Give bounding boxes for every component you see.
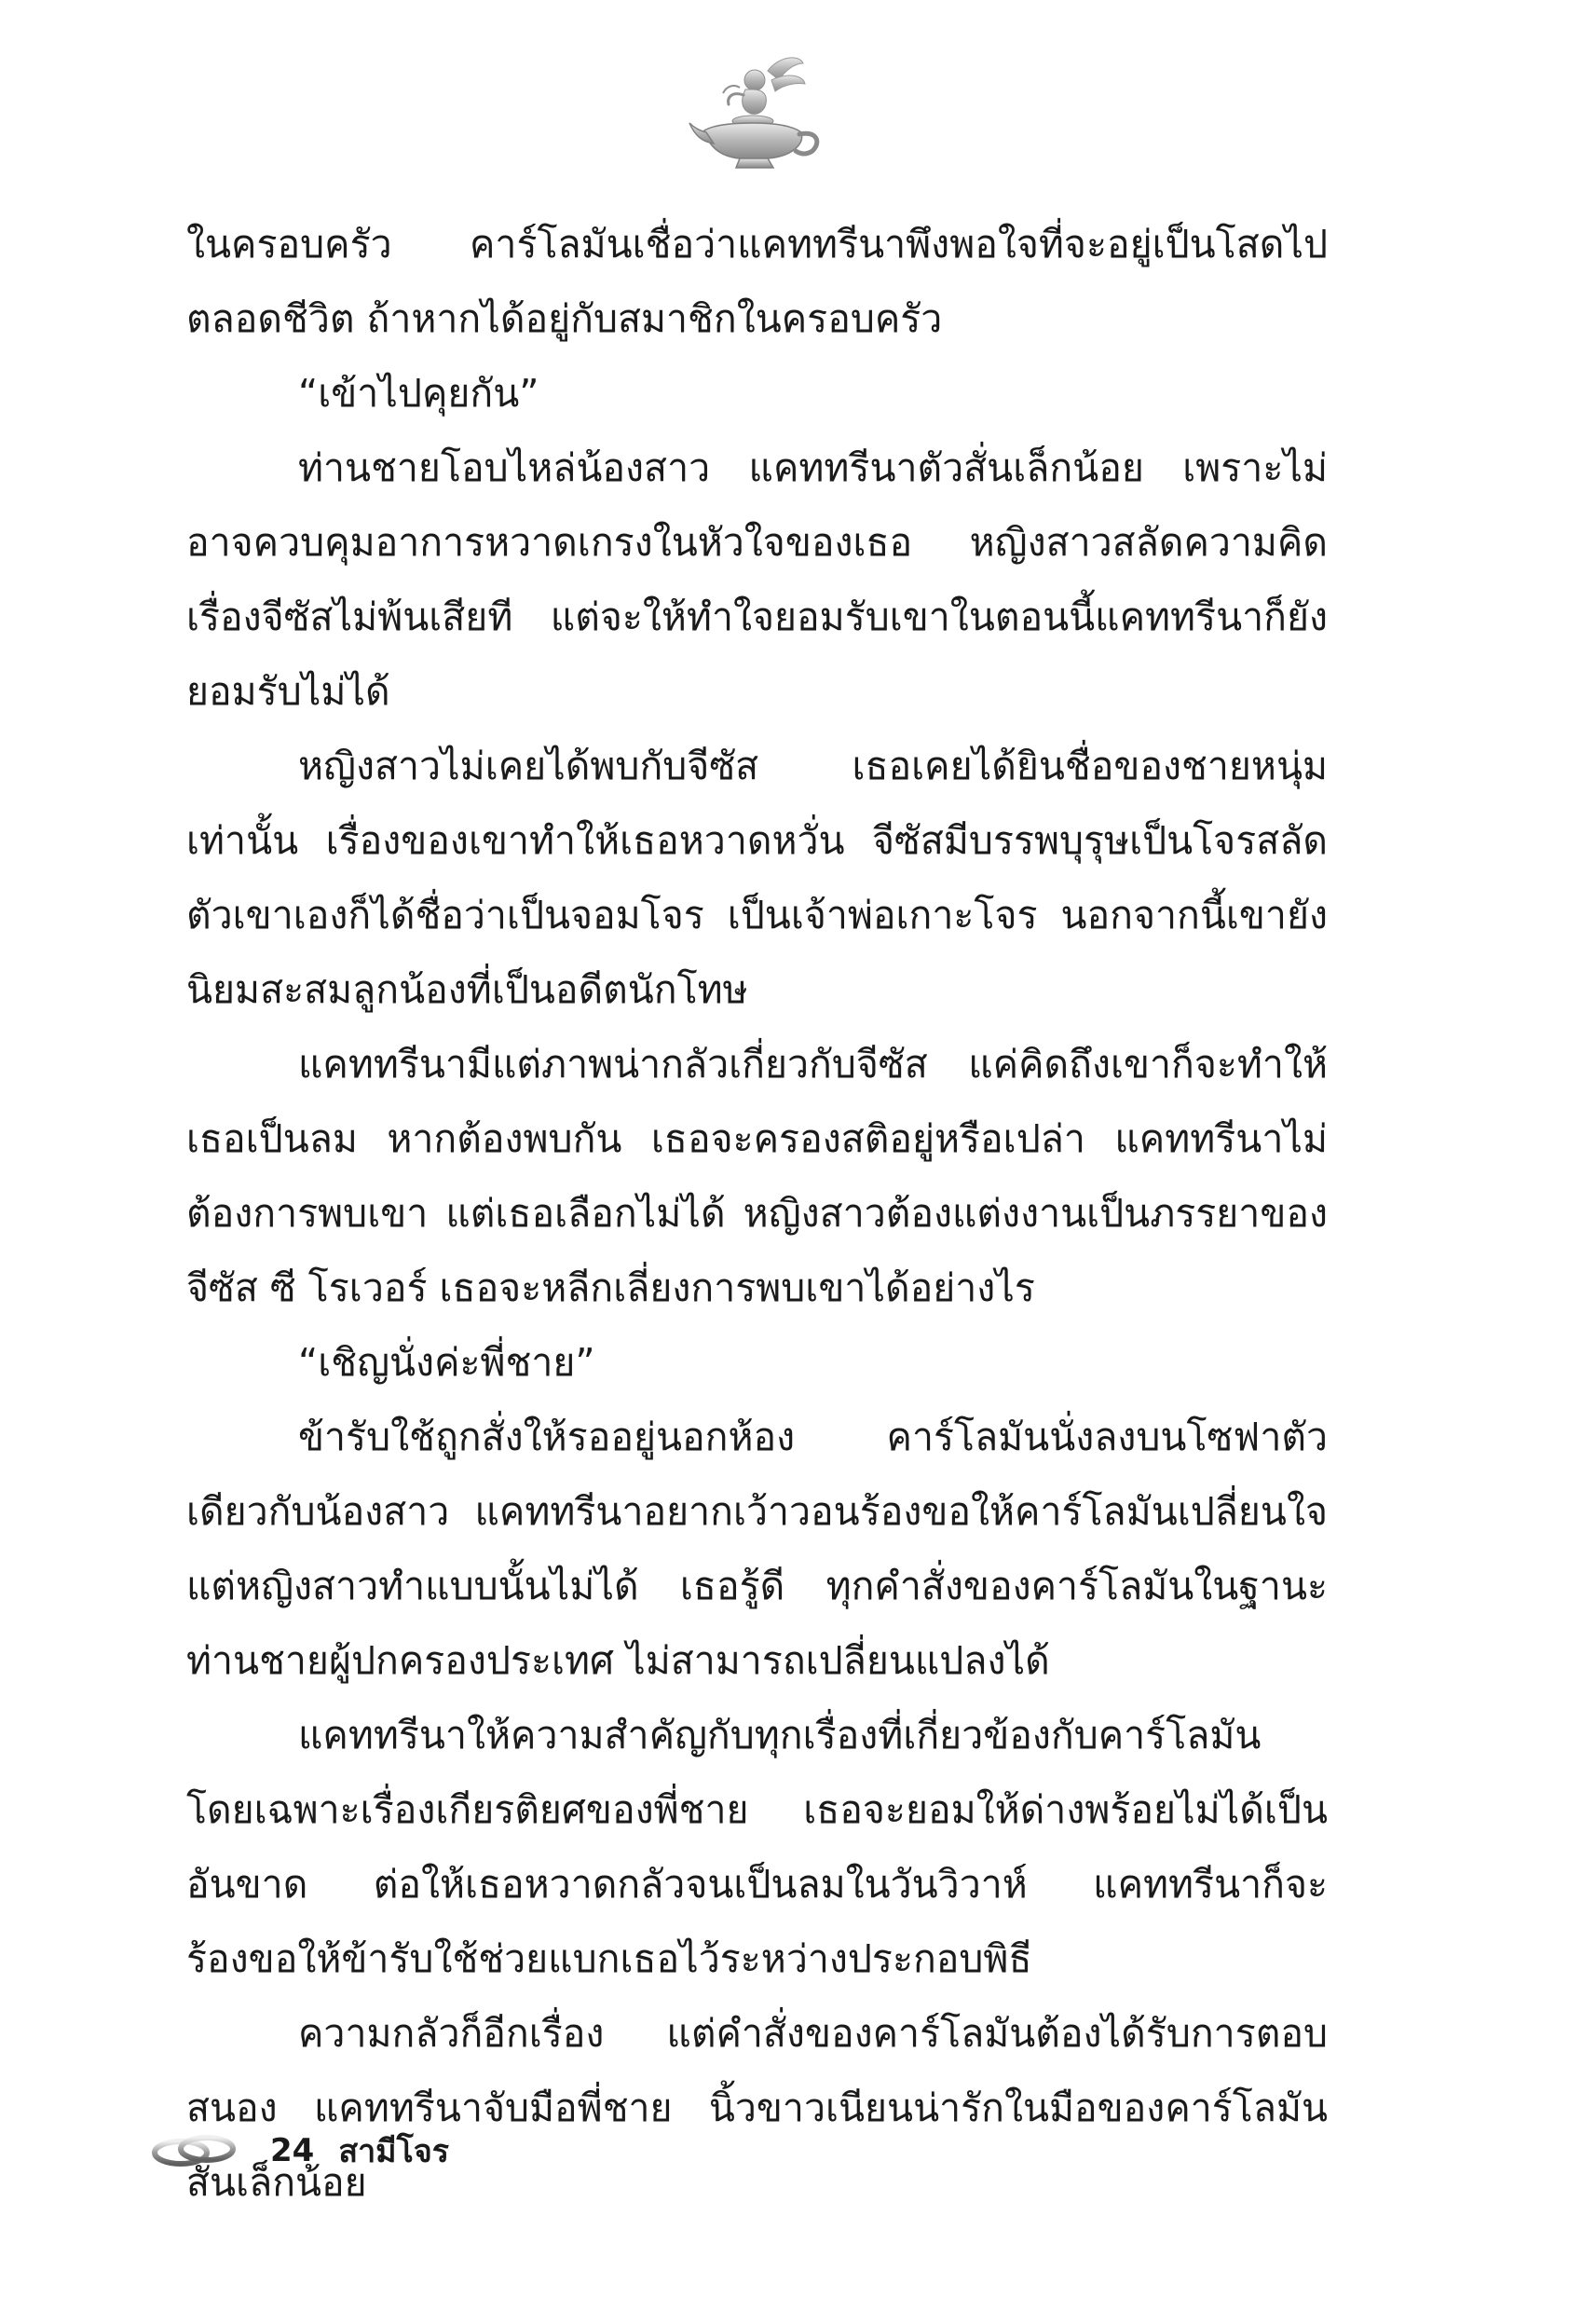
wedding-rings-icon bbox=[149, 2130, 239, 2171]
page-body bbox=[186, 207, 1328, 2220]
paragraph: “เชิญนั่งค่ะพี่ชาย” bbox=[298, 1340, 595, 1385]
paragraph: หญิงสาวไม่เคยได้พบกับจีซัส เธอเคยได้ยินชื่อของชายหนุ่มเท่านั้น เรื่องของเขาทำให้เธอหวาดหวั่น จีซัสมีบรรพบุรุษเป็นโจรสลัด ตัวเขาเองก็ได้ชื่อว่าเป็นจอมโจร เป็นเจ้าพ่อเกาะโจร นอกจากนี้เขายังนิยมสะสมลูกน้องที่เป็นอดีตนักโทษ bbox=[186, 744, 1328, 1012]
paragraph: แคททรีนาให้ความสำคัญกับทุกเรื่องที่เกี่ยวข้องกับคาร์โลมัน โดยเฉพาะเรื่องเกียรติยศของพี่ชาย เธอจะยอมให้ด่างพร้อยไม่ได้เป็นอันขาด ต่อให้เธอหวาดกลัวจนเป็นลมในวันวิวาห์ แคททรีนาก็จะร้องขอให้ข้ารับใช้ช่วยแบกเธอไว้ระหว่างประกอบพิธี bbox=[186, 1713, 1328, 1981]
page-number: 24 bbox=[270, 2132, 315, 2169]
paragraph: ท่านชายโอบไหล่น้องสาว แคททรีนาตัวสั่นเล็กน้อย เพราะไม่อาจควบคุมอาการหวาดเกรงในหัวใจของเธอ หญิงสาวสลัดความคิดเรื่องจีซัสไม่พ้นเสียที แต่จะให้ทำใจยอมรับเขาในตอนนี้แคททรีนาก็ยังยอมรับไม่ได้ bbox=[186, 445, 1328, 714]
cupid-lamp-icon bbox=[686, 52, 825, 173]
paragraph: “เข้าไปคุยกัน” bbox=[298, 371, 539, 416]
paragraph: ในครอบครัว คาร์โลมันเชื่อว่าแคททรีนาพึงพอใจที่จะอยู่เป็นโสดไปตลอดชีวิต ถ้าหากได้อยู่กับสมาชิกในครอบครัว bbox=[186, 222, 1328, 341]
paragraph: ความกลัวก็อีกเรื่อง แต่คำสั่งของคาร์โลมันต้องได้รับการตอบสนอง แคททรีนาจับมือพี่ชาย นิ้วขาวเนียนน่ารักในมือของคาร์โลมันสั่นเล็กน้อย bbox=[186, 2011, 1328, 2205]
book-title: สามีโจร bbox=[338, 2133, 450, 2170]
paragraph: แคททรีนามีแต่ภาพน่ากลัวเกี่ยวกับจีซัส แค่คิดถึงเขาก็จะทำให้เธอเป็นลม หากต้องพบกัน เธอจะครองสติอยู่หรือเปล่า แคททรีนาไม่ต้องการพบเขา แต่เธอเลือกไม่ได้ หญิงสาวต้องแต่งงานเป็นภรรยาของ จีซัส ซี โรเวอร์ เธอจะหลีกเลี่ยงการพบเขาได้อย่างไร bbox=[186, 1042, 1328, 1310]
page-footer bbox=[149, 2123, 449, 2179]
paragraph: ข้ารับใช้ถูกสั่งให้รออยู่นอกห้อง คาร์โลมันนั่งลงบนโซฟาตัวเดียวกับน้องสาว แคททรีนาอยากเว้าวอนร้องขอให้คาร์โลมันเปลี่ยนใจ แต่หญิงสาวทำแบบนั้นไม่ได้ เธอรู้ดี ทุกคำสั่งของคาร์โลมันในฐานะท่านชายผู้ปกครองประเทศ ไม่สามารถเปลี่ยนแปลงได้ bbox=[186, 1415, 1328, 1683]
